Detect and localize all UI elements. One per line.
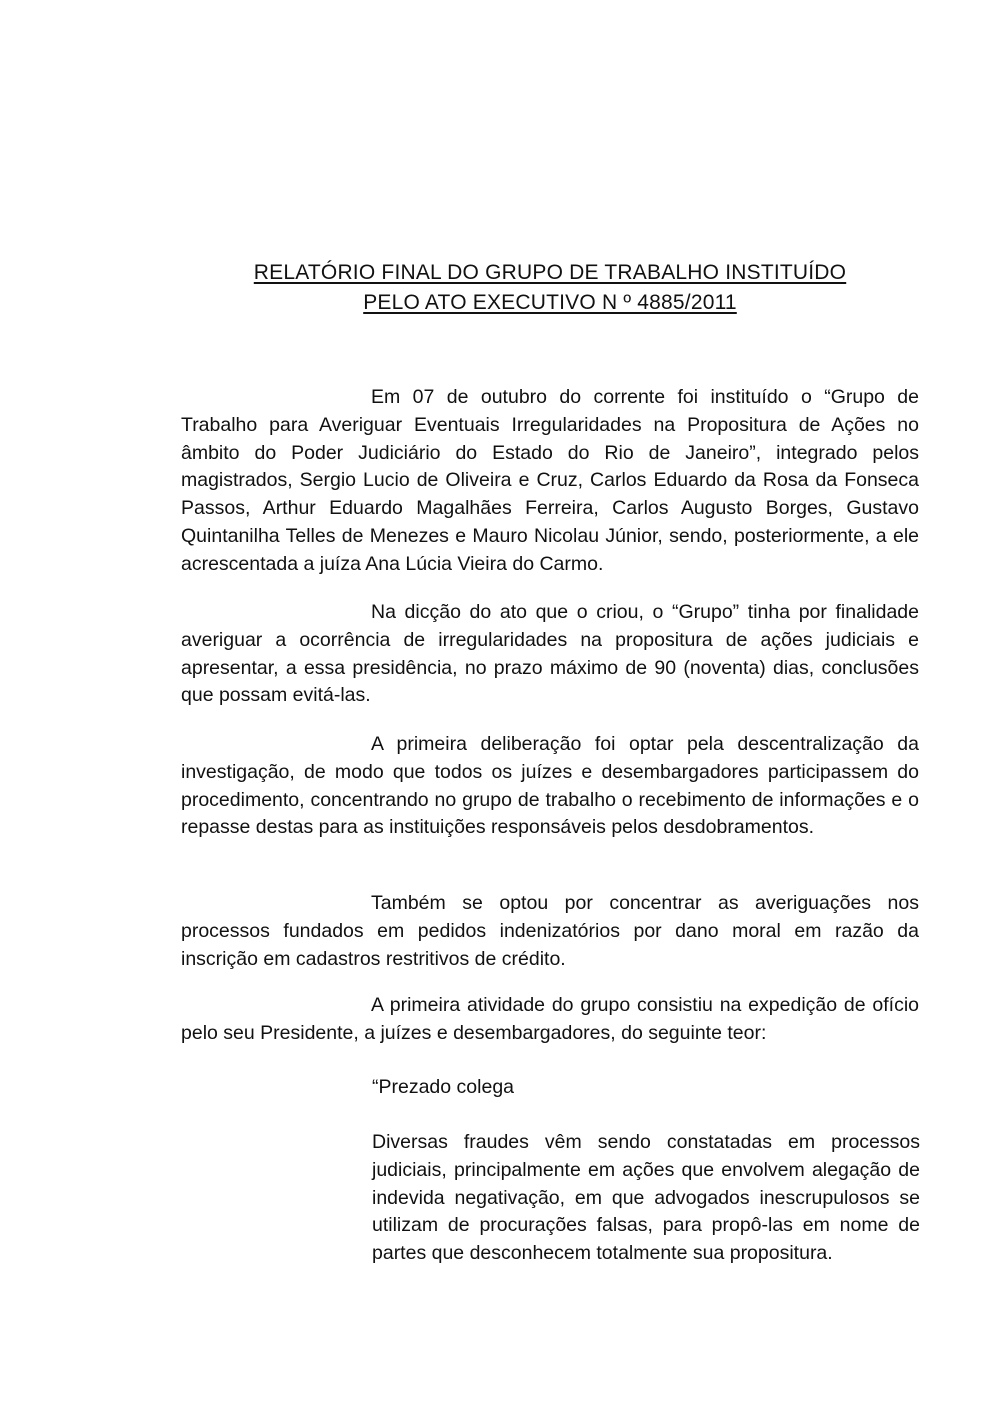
document-title	[140, 258, 960, 318]
quote-salutation: “Prezado colega	[372, 1076, 515, 1098]
paragraph-text: Na dicção do ato que o criou, o “Grupo” tinha por finalidade averiguar a ocorrência de irregularidades na propositura de ações judiciais e apresentar, a essa presidência, no prazo máximo de 90 (noventa) dias, conclusões que possam evitá-las.	[181, 601, 919, 707]
paragraph-4	[181, 890, 919, 973]
paragraph-3	[181, 731, 919, 842]
paragraph-text: A primeira deliberação foi optar pela descentralização da investigação, de modo que todos os juízes e desembargadores participassem do procedimento, concentrando no grupo de trabalho o recebimento de informações e o repasse destas para as instituições responsáveis pelos desdobramentos.	[181, 733, 919, 839]
paragraph-2	[181, 599, 919, 710]
paragraph-text: A primeira atividade do grupo consistiu na expedição de ofício pelo seu Presidente, a juízes e desembargadores, do seguinte teor:	[181, 994, 919, 1044]
paragraph-text: Em 07 de outubro do corrente foi instituído o “Grupo de Trabalho para Averiguar Eventuais Irregularidades na Propositura de Ações no âmbito do Poder Judiciário do Estado do Rio de Janeiro”, integrado pelos magistrados, Sergio Lucio de Oliveira e Cruz, Carlos Eduardo da Rosa da Fonseca Passos, Arthur Eduardo Magalhães Ferreira, Carlos Augusto Borges, Gustavo Quintanilha Telles de Menezes e Mauro Nicolau Júnior, sendo, posteriormente, a ele acrescentada a juíza Ana Lúcia Vieira do Carmo.	[181, 386, 919, 575]
paragraph-1	[181, 384, 919, 579]
paragraph-5	[181, 992, 919, 1048]
quote-body: Diversas fraudes vêm sendo constatadas em processos judiciais, principalmente em ações que envolvem alegação de indevida negativação, em que advogados inescrupulosos se utilizam de procurações falsas, para propô-las em nome de partes que desconhecem totalmente sua propositura.	[372, 1131, 920, 1265]
title-line-2: PELO ATO EXECUTIVO N º 4885/2011	[363, 291, 737, 314]
paragraph-text: Também se optou por concentrar as averiguações nos processos fundados em pedidos indenizatórios por dano moral em razão da inscrição em cadastros restritivos de crédito.	[181, 892, 919, 970]
title-line-1: RELATÓRIO FINAL DO GRUPO DE TRABALHO INSTITUÍDO	[253, 261, 847, 284]
